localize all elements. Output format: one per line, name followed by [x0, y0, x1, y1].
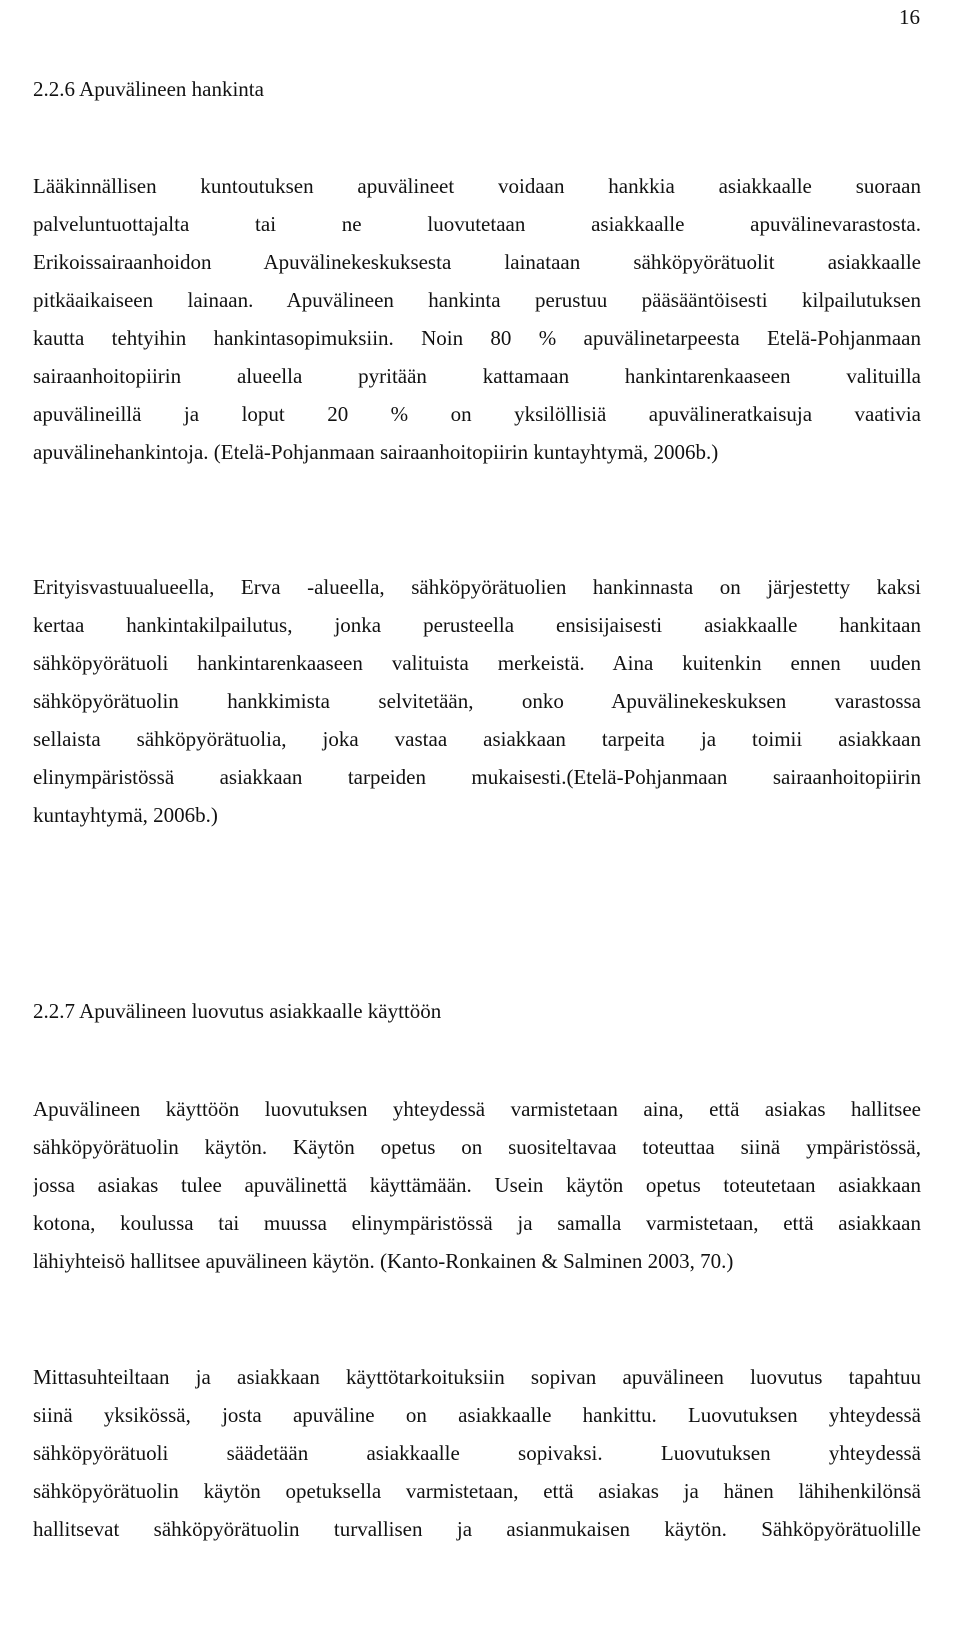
text-line: apuvälinehankintoja. (Etelä-Pohjanmaan sairaanhoitopiirin kuntayhtymä, 2006b.)	[33, 440, 719, 464]
text-line: kuntayhtymä, 2006b.)	[33, 803, 218, 827]
text-line: sähköpyörätuolin hankkimista selvitetään, onko Apuvälinekeskuksen varastossa	[33, 689, 921, 713]
text-line: kautta tehtyihin hankintasopimuksiin. Noin 80 % apuvälinetarpeesta Etelä-Pohjanmaan	[33, 326, 921, 350]
page-number: 16	[899, 5, 920, 29]
text-line: Erityisvastuualueella, Erva -alueella, sähköpyörätuolien hankinnasta on järjestetty kaksi	[33, 575, 921, 599]
text-line: sellaista sähköpyörätuolia, joka vastaa asiakkaan tarpeita ja toimii asiakkaan	[33, 727, 921, 751]
text-line: sähköpyörätuoli hankintarenkaaseen valituista merkeistä. Aina kuitenkin ennen uuden	[33, 651, 921, 675]
paragraph-luovutus-1	[33, 1090, 921, 1280]
text-line: hallitsevat sähköpyörätuolin turvallisen ja asianmukaisen käytön. Sähköpyörätuolille	[33, 1517, 921, 1541]
text-line: jossa asiakas tulee apuvälinettä käyttämään. Usein käytön opetus toteutetaan asiakkaan	[33, 1173, 921, 1197]
text-line: kertaa hankintakilpailutus, jonka perusteella ensisijaisesti asiakkaalle hankitaan	[33, 613, 921, 637]
text-line: Apuvälineen käyttöön luovutuksen yhteydessä varmistetaan aina, että asiakas hallitsee	[33, 1097, 921, 1121]
text-line: Erikoissairaanhoidon Apuvälinekeskuksesta lainataan sähköpyörätuolit asiakkaalle	[33, 250, 921, 274]
text-line: siinä yksikössä, josta apuväline on asiakkaalle hankittu. Luovutuksen yhteydessä	[33, 1403, 921, 1427]
paragraph-hankinta-2	[33, 568, 921, 834]
paragraph-hankinta-1	[33, 167, 921, 471]
text-line: lähiyhteisö hallitsee apuvälineen käytön. (Kanto-Ronkainen & Salminen 2003, 70.)	[33, 1249, 734, 1273]
text-line: Lääkinnällisen kuntoutuksen apuvälineet voidaan hankkia asiakkaalle suoraan	[33, 174, 921, 198]
text-line: sairaanhoitopiirin alueella pyritään kattamaan hankintarenkaaseen valituilla	[33, 364, 921, 388]
text-line: palveluntuottajalta tai ne luovutetaan asiakkaalle apuvälinevarastosta.	[33, 212, 921, 236]
text-line: pitkäaikaiseen lainaan. Apuvälineen hankinta perustuu pääsääntöisesti kilpailutuksen	[33, 288, 921, 312]
section-heading-2-2-6: 2.2.6 Apuvälineen hankinta	[33, 77, 264, 101]
text-line: sähköpyörätuolin käytön. Käytön opetus on suositeltavaa toteuttaa siinä ympäristössä,	[33, 1135, 921, 1159]
text-line: kotona, koulussa tai muussa elinympäristössä ja samalla varmistetaan, että asiakkaan	[33, 1211, 921, 1235]
text-line: elinympäristössä asiakkaan tarpeiden mukaisesti.(Etelä-Pohjanmaan sairaanhoitopiirin	[33, 765, 921, 789]
text-line: sähköpyörätuolin käytön opetuksella varmistetaan, että asiakas ja hänen lähihenkilönsä	[33, 1479, 921, 1503]
text-line: Mittasuhteiltaan ja asiakkaan käyttötarkoituksiin sopivan apuvälineen luovutus tapahtuu	[33, 1365, 921, 1389]
text-line: sähköpyörätuoli säädetään asiakkaalle sopivaksi. Luovutuksen yhteydessä	[33, 1441, 921, 1465]
section-heading-2-2-7: 2.2.7 Apuvälineen luovutus asiakkaalle käyttöön	[33, 999, 442, 1023]
paragraph-luovutus-2	[33, 1358, 921, 1548]
text-line: apuvälineillä ja loput 20 % on yksilöllisiä apuvälineratkaisuja vaativia	[33, 402, 921, 426]
